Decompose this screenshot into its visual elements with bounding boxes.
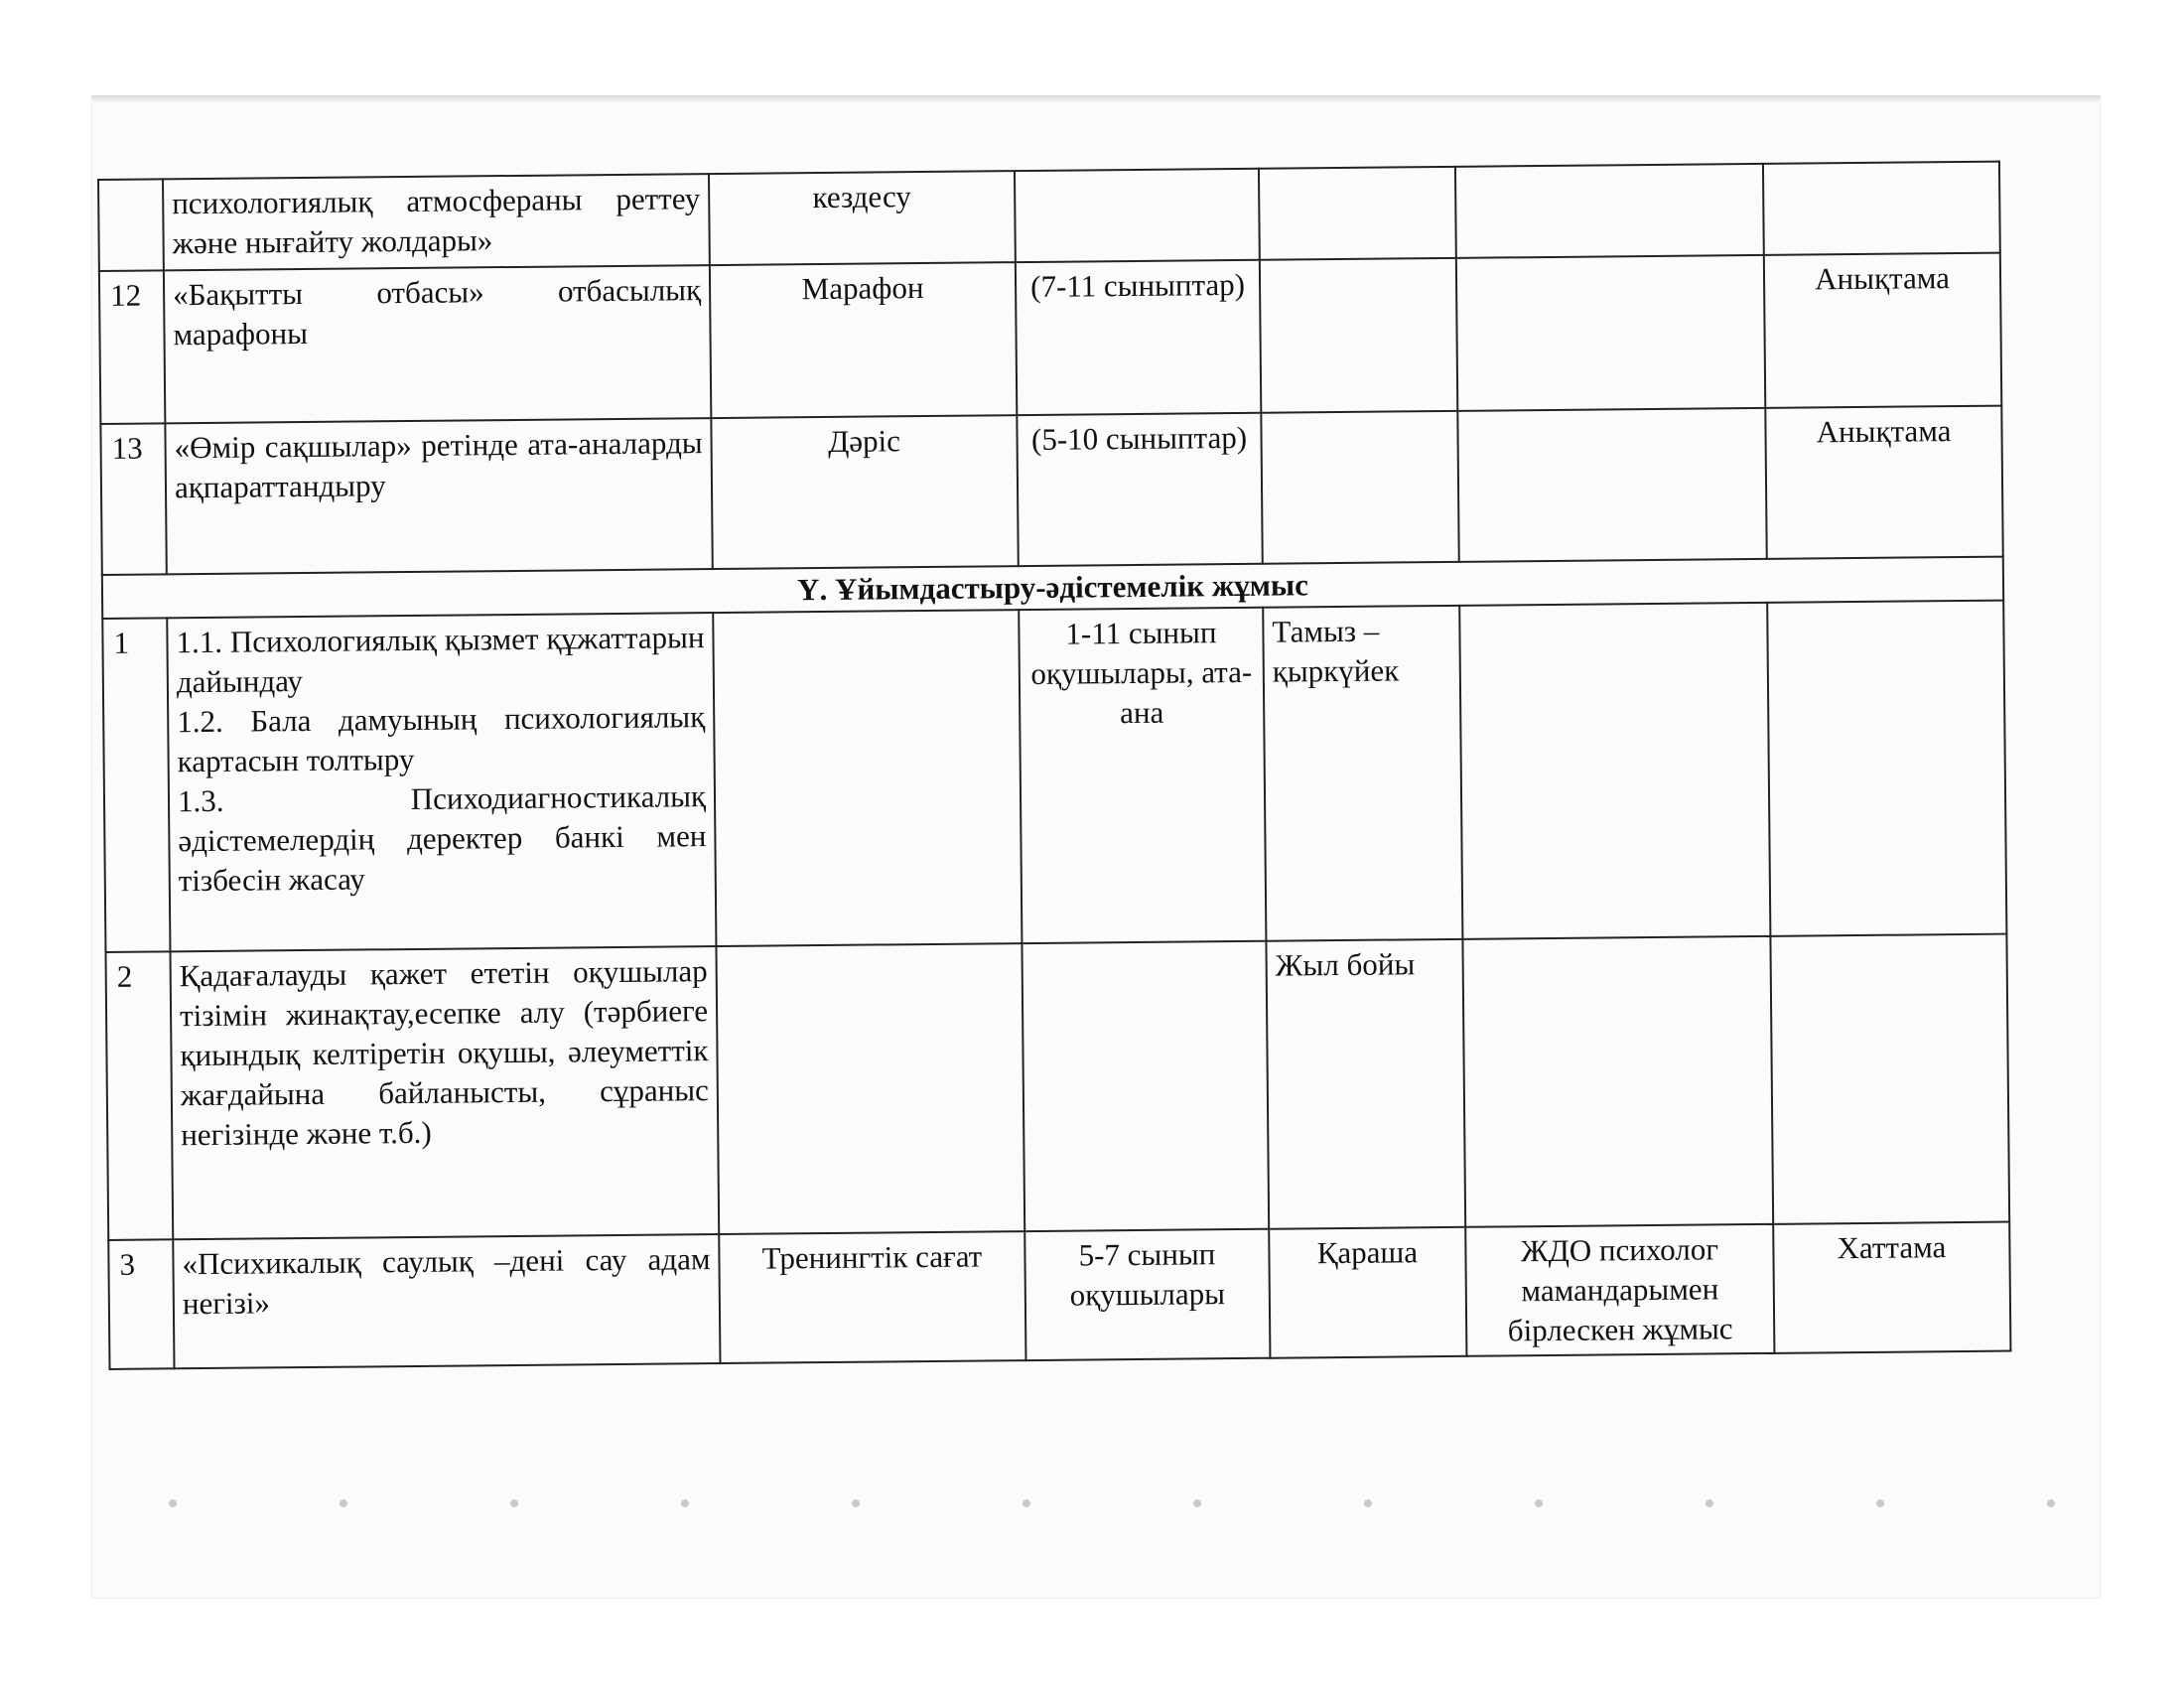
event-responsible	[1462, 936, 1773, 1227]
event-title: «Өмір сақшылар» ретінде ата-аналарды ақпараттандыру	[165, 418, 712, 574]
binder-hole	[681, 1499, 689, 1507]
event-form	[716, 943, 1024, 1234]
list-item: 1.1. Психологиялық қызмет құжаттарын дайындау	[176, 620, 705, 700]
event-responsible	[1456, 255, 1765, 411]
event-title: «Бақытты отбасы» отбасылық марафоны	[164, 265, 711, 423]
binder-hole	[1023, 1499, 1030, 1507]
event-participants: 1-11 сынып оқушылары, ата-ана	[1019, 608, 1266, 943]
event-date	[1259, 167, 1456, 260]
binder-hole	[510, 1499, 518, 1507]
event-title	[167, 613, 716, 951]
binder-hole	[852, 1499, 860, 1507]
binder-hole	[1706, 1499, 1713, 1507]
paper-edge	[91, 95, 2101, 103]
table-row	[108, 1222, 2010, 1369]
row-number: 2	[105, 951, 173, 1240]
event-title: «Психикалық саулық –дені сау адам негізі»	[173, 1234, 720, 1368]
event-participants	[1022, 941, 1269, 1231]
event-participants: (7-11 сыныптар)	[1016, 260, 1261, 415]
binder-hole	[340, 1499, 347, 1507]
row-number: 3	[108, 1239, 174, 1369]
event-form: кездесу	[709, 171, 1016, 265]
event-result	[1770, 934, 2009, 1224]
event-date	[1261, 411, 1458, 564]
event-participants	[1015, 169, 1260, 262]
list-item: 1.3. Психодиагностикалық әдістемелердің деректер банкі мен тізбесін жасау	[177, 778, 707, 899]
table-row	[102, 601, 2006, 952]
event-date	[1260, 258, 1457, 413]
event-responsible	[1457, 408, 1766, 562]
event-form: Дәріс	[711, 415, 1018, 569]
ring-binder-marks	[169, 1499, 2055, 1569]
event-form: Марафон	[710, 262, 1017, 418]
event-result	[1763, 162, 2000, 255]
row-number: 12	[99, 270, 165, 424]
row-number: 13	[100, 423, 166, 575]
event-result: Анықтама	[1764, 253, 2001, 408]
event-responsible: ЖДО психолог мамандарымен бірлескен жұмыс	[1465, 1224, 1774, 1356]
table-row	[105, 934, 2009, 1240]
row-number: 1	[102, 618, 170, 952]
event-title: психологиялық атмосфераны реттеу және нығайту жолдары»	[163, 174, 710, 270]
row-number	[98, 179, 164, 271]
section-title: Ү. Ұйымдастыру-әдістемелік жұмыс	[102, 557, 2003, 619]
event-result: Анықтама	[1765, 406, 2002, 559]
event-date: Жыл бойы	[1266, 939, 1465, 1229]
binder-hole	[1876, 1499, 1884, 1507]
event-participants: (5-10 сыныптар)	[1017, 413, 1262, 566]
plan-table-wrapper	[97, 161, 2011, 1370]
binder-hole	[169, 1499, 177, 1507]
event-result	[1767, 601, 2006, 936]
event-form: Тренингтік сағат	[719, 1231, 1025, 1363]
event-date: Тамыз – қыркүйек	[1263, 606, 1462, 941]
table-row	[100, 406, 2002, 575]
binder-hole	[1193, 1499, 1201, 1507]
event-result: Хаттама	[1773, 1222, 2010, 1353]
event-responsible	[1455, 164, 1764, 258]
binder-hole	[1535, 1499, 1543, 1507]
plan-table	[97, 161, 2011, 1370]
event-title: Қадағалауды қажет ететін оқушылар тізімін жинақтау,есепке алу (тәрбиеге қиындық келтіретін оқушы, әлеуметтік жағдайына байланысты, сұраныс негізінде және т.б.)	[170, 946, 719, 1239]
event-responsible	[1459, 603, 1770, 939]
event-form	[713, 610, 1022, 946]
binder-hole	[1364, 1499, 1372, 1507]
binder-hole	[2047, 1499, 2055, 1507]
event-date: Қараша	[1269, 1227, 1466, 1358]
table-row	[99, 253, 2001, 424]
list-item: 1.2. Бала дамуының психологиялық картасын толтыру	[177, 699, 706, 779]
event-participants: 5-7 сынып оқушылары	[1024, 1229, 1270, 1360]
